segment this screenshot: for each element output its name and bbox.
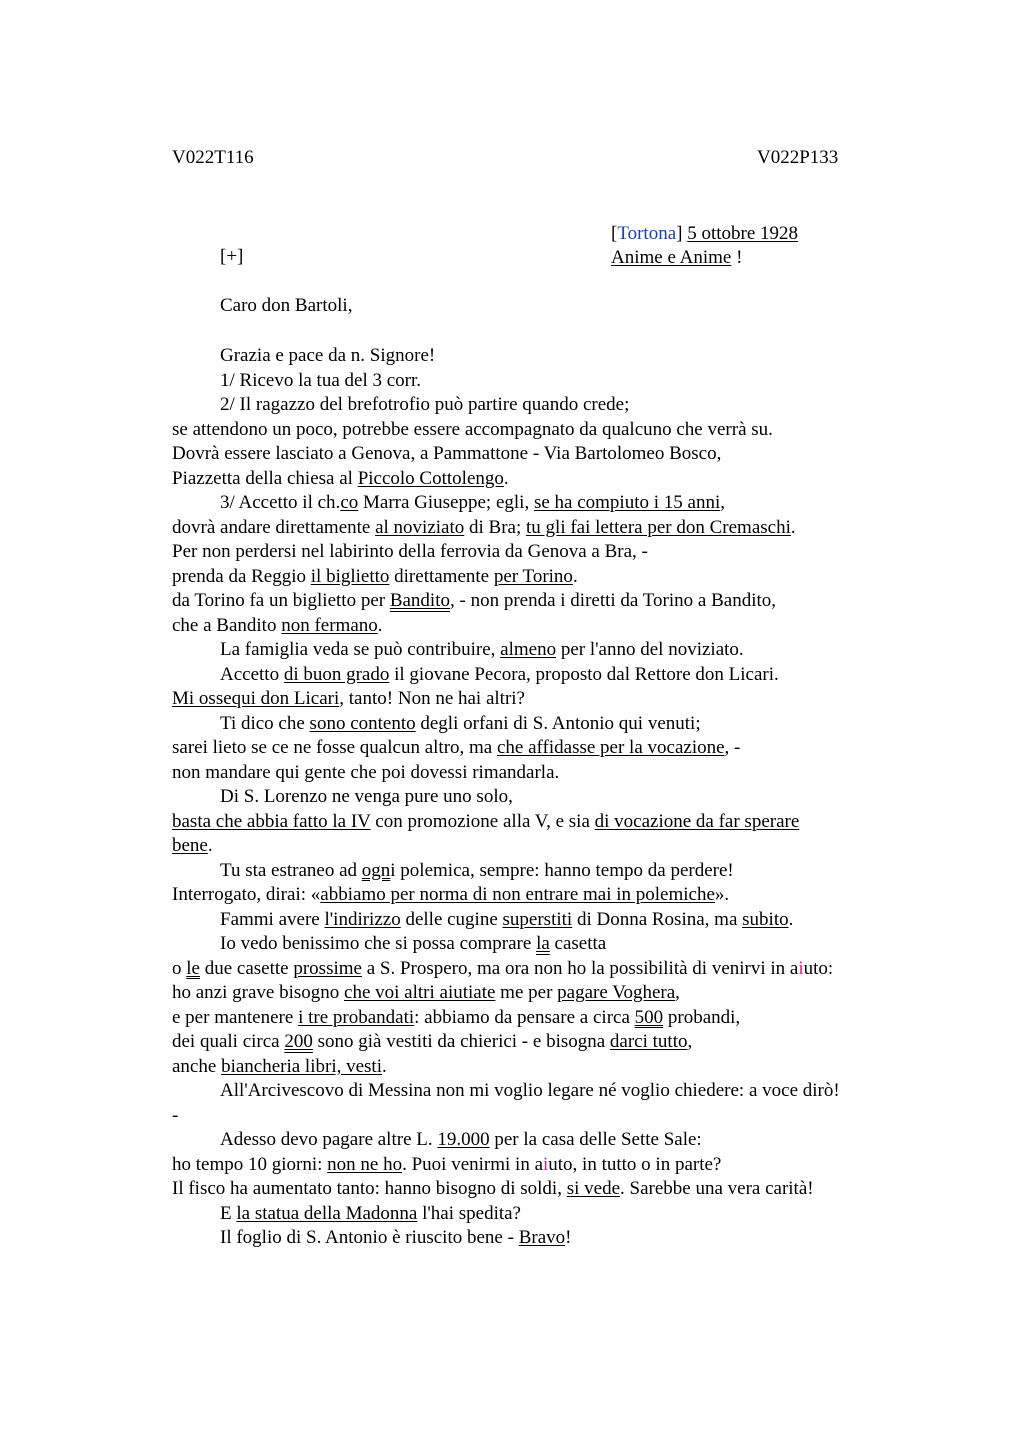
text-line: Adesso devo pagare altre L. 19.000 per la casa delle Sette Sale: [220, 1129, 702, 1150]
salutation: Caro don Bartoli, [220, 295, 353, 316]
text-line: 1/ Ricevo la tua del 3 corr. [220, 369, 422, 391]
text-line: che a Bandito non fermano. [172, 614, 383, 636]
text-line: - [172, 1104, 179, 1126]
text-line: Il fisco ha aumentato tanto: hanno bisogno di soldi, si vede. Sarebbe una vera carità! [172, 1178, 814, 1199]
text-line: Accetto di buon grado il giovane Pecora, proposto dal Rettore don Licari. [220, 663, 779, 685]
cross-mark: [+] [220, 246, 244, 267]
text-line: ho tempo 10 giorni: non ne ho. Puoi venirmi in aiuto, in tutto o in parte? [172, 1153, 722, 1175]
text-line: Fammi avere l'indirizzo delle cugine superstiti di Donna Rosina, ma subito. [220, 908, 794, 930]
text-line: non mandare qui gente che poi dovessi rimandarla. [172, 761, 560, 783]
text-line: La famiglia veda se può contribuire, almeno per l'anno del noviziato. [220, 639, 744, 660]
text-line: sarei lieto se ce ne fosse qualcun altro, ma che affidasse per la vocazione, - [172, 737, 741, 758]
text-line: Ti dico che sono contento degli orfani di S. Antonio qui venuti; [220, 712, 701, 734]
text-line: Interrogato, dirai: «abbiamo per norma di non entrare mai in polemiche». [172, 884, 730, 905]
text-line: da Torino fa un biglietto per Bandito, - non prenda i diretti da Torino a Bandito, [172, 590, 776, 611]
text-line: ho anzi grave bisogno che voi altri aiutiate me per pagare Voghera, [172, 982, 680, 1003]
motto-line: Anime e Anime ! [611, 247, 743, 268]
text-line: dei quali circa 200 sono già vestiti da chierici - e bisogna darci tutto, [172, 1031, 693, 1052]
place-date-line: [Tortona] 5 ottobre 1928 [611, 223, 799, 244]
text-line: Piazzetta della chiesa al Piccolo Cottolengo. [172, 467, 509, 489]
document-code-right: V022P133 [757, 147, 839, 168]
text-line: Per non perdersi nel labirinto della ferrovia da Genova a Bra, - [172, 541, 648, 562]
text-line: Grazia e pace da n. Signore! [220, 345, 436, 366]
text-line: anche biancheria libri, vesti. [172, 1055, 387, 1077]
text-line: dovrà andare direttamente al noviziato di Bra; tu gli fai lettera per don Cremaschi. [172, 516, 796, 538]
document-code-left: V022T116 [172, 147, 254, 168]
text-line: se attendono un poco, potrebbe essere accompagnato da qualcuno che verrà su. [172, 418, 773, 440]
text-line: basta che abbia fatto la IV con promozione alla V, e sia di vocazione da far sperare [172, 810, 800, 832]
letter-date: 5 ottobre 1928 [687, 223, 799, 244]
place-date-block [611, 222, 798, 270]
text-line: prenda da Reggio il biglietto direttamente per Torino. [172, 565, 578, 587]
text-line: Il foglio di S. Antonio è riuscito bene - Bravo! [220, 1227, 572, 1248]
text-line: Io vedo benissimo che si possa comprare la casetta [220, 933, 607, 954]
text-line: Di S. Lorenzo ne venga pure uno solo, [220, 786, 513, 807]
text-line: Dovrà essere lasciato a Genova, a Pammattone - Via Bartolomeo Bosco, [172, 443, 722, 464]
text-line: All'Arcivescovo di Messina non mi voglio legare né voglio chiedere: a voce dirò! [220, 1080, 840, 1101]
text-line: E la statua della Madonna l'hai spedita? [220, 1202, 521, 1224]
text-line: Tu sta estraneo ad ogni polemica, sempre: hanno tempo da perdere! [220, 859, 734, 881]
place-name: Tortona [617, 223, 677, 244]
letter-body [172, 344, 912, 1251]
text-line: o le due casette prossime a S. Prospero, ma ora non ho la possibilità di venirvi in aiuto: [172, 957, 834, 979]
text-line: 2/ Il ragazzo del brefotrofio può partire quando crede; [220, 394, 630, 415]
motto: Anime e Anime [611, 247, 732, 268]
text-line: bene. [172, 835, 213, 856]
text-line: Mi ossequi don Licari, tanto! Non ne hai altri? [172, 688, 525, 709]
text-line: e per mantenere i tre probandati: abbiamo da pensare a circa 500 probandi, [172, 1006, 741, 1028]
text-line: 3/ Accetto il ch.co Marra Giuseppe; egli, se ha compiuto i 15 anni, [220, 492, 725, 513]
